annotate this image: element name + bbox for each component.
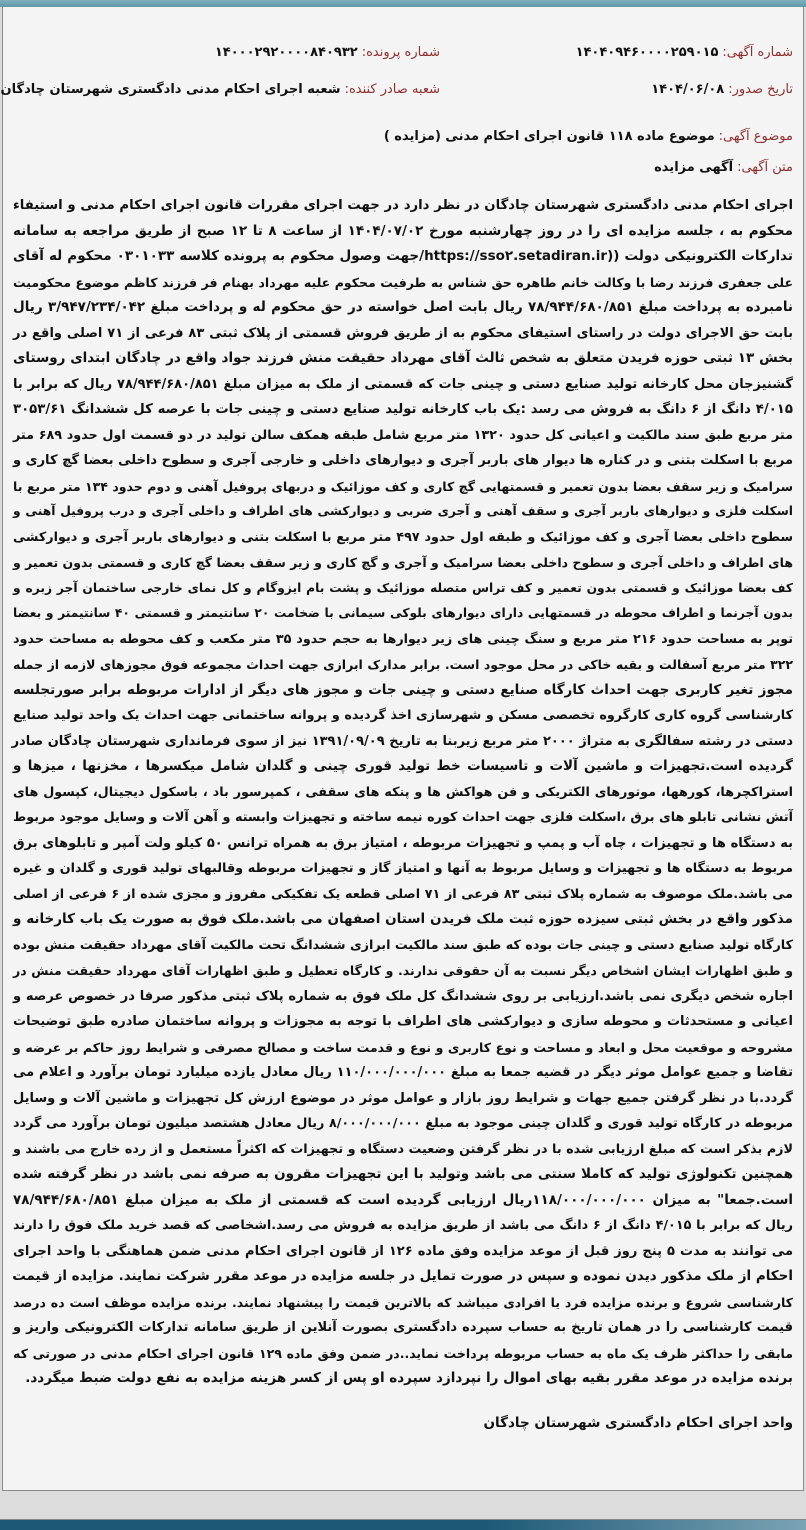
taskbar [0, 1519, 806, 1530]
notice-body [13, 193, 793, 1392]
body-line: توپر به مساحت حدود ۲۱۶ متر مربع و سنگ چینی های زیر دیوارها به حجم حدود ۳۵ متر مکعب و کف محوطه به مساحت حدود [13, 631, 793, 647]
body-line: لازم بذکر است که مبلغ ارزیابی شده با در نظر گرفتن وضعیت دستگاه و تجهیزات که اکثراً مستعمل و از رده خارج می باشند و [13, 1141, 793, 1157]
body-line: همچنین تکنولوژی تولید که کاملا سنتی می باشد وتولید با این تجهیزات مقرون به صرفه نمی باشد در نظر گرفته شده [13, 1166, 793, 1182]
body-line: گشنیزجان محل کارخانه تولید صنایع دستی و چینی جات که قسمتی از ملک به میزان مبلغ ۷۸/۹۴۴/۶۸۰/۸۵۱ ریال که برابر با [13, 376, 793, 392]
body-line: اجرای احکام مدنی دادگستری شهرستان چادگان در نظر دارد در جهت اجرای مقررات قانون اجرای احکام مدنی و استیفاء [13, 198, 793, 213]
notice-number-label: شماره آگهی: [722, 45, 793, 60]
notice-text-field [654, 160, 793, 175]
body-line: می باشد.ملک موصوف به شماره پلاک ثبتی ۸۳ فرعی از ۷۱ اصلی قطعه یک تفکیکی مفروز و مجزی شده از ۶ فرعی از اصلی [13, 886, 794, 902]
notice-text-title: آگهی مزایده [654, 160, 734, 175]
notice-number-field [576, 45, 793, 60]
subject: موضوع ماده ۱۱۸ قانون اجرای احکام مدنی (مزایده ) [383, 129, 715, 144]
issuer-label: شعبه صادر کننده: [344, 82, 440, 97]
body-line: مابقی را حداکثر ظرف یک ماه به حساب مربوطه پرداخت نماید..در ضمن وفق ماده ۱۲۹ قانون اجرای احکام مدنی در صورتی که [13, 1345, 793, 1361]
body-line: علی جعفری فرزند رضا با وکالت خانم طاهره حق شناس به طرفیت محکوم علیه مهرداد بهنام فر فرزند کاظم موضوع محکومیت [13, 274, 793, 290]
body-line: کارشناسی شروع و برنده مزایده فرد یا افرادی میباشد که بالاترین قیمت را پیشنهاد نمایند. برنده مزایده موظف است ده درصد [13, 1294, 793, 1310]
body-line: اسکلت فلزی و دیوارهای باربر آجری و سقف آهنی و آجری ضربی و دیوارکشی های اطراف و داخلی آجری و درب پروفیل آهنی و [13, 504, 793, 518]
body-line: بابت حق الاجرای دولت در راستای استیفای محکوم به از طریق فروش قسمتی از پلاک ثبتی ۸۳ فرعی از ۷۱ اصلی واقع در [13, 325, 794, 341]
body-line: های اطراف و داخلی آجری و سطوح داخلی بعضا سرامیک و آجری و گچ کاری و زیر سقف بعضا گچ کاری و قسمتی بدون تعمیر و [13, 555, 793, 570]
case-number-label: شماره پرونده: [361, 45, 440, 60]
body-line: مجوز تغیر کاربری جهت احداث کارگاه صنایع دستی و چینی جات و مجوز های دیگر از ادارات مربوطه برابر صورتجلسه [13, 681, 793, 698]
body-line: تقاضا و جمیع عوامل موثر دیگر در قضیه جمعا به مبلغ ۱۱۰/۰۰۰/۰۰۰/۰۰۰ ریال معادل یازده میلیارد تومان برآورد و اعلام می [13, 1065, 794, 1080]
body-line: مذکور واقع در بخش ثبتی سیزده حوزه ثبت ملک فریدن استان اصفهان می باشد.ملک فوق به صورت یک باب کارخانه و [13, 911, 793, 927]
body-line: است.جمعا" به میزان ۱۱۸/۰۰۰/۰۰۰/۰۰۰ریال ارزیابی گردیده است که قسمتی از ملک به میزان مبلغ ۷۸/۹۴۴/۶۸۰/۸۵۱ [13, 1191, 793, 1208]
issuer-field [1, 82, 440, 97]
notice-text-label: متن آگهی: [737, 160, 793, 175]
notice-panel [2, 7, 804, 1491]
body-line: ریال که برابر با ۴/۰۱۵ دانگ از ۶ دانگ می باشد از طریق مزایده به فروش می رسد.اشخاصی که قصد خرید ملک فوق را دارند [13, 1218, 793, 1233]
signature: واحد اجرای احکام دادگستری شهرستان چادگان [483, 1415, 793, 1431]
notice-number: ۱۴۰۴۰۹۴۶۰۰۰۰۲۵۹۰۱۵ [575, 45, 719, 60]
body-line: بخش ۱۳ ثبتی حوزه فریدن متعلق به شخص ثالث آقای مهرداد حقیقت منش فرزند جواد واقع در چادگان ابتدای روستای [13, 350, 793, 366]
body-line: دستی در رشته سفالگری به متراژ ۲۰۰۰ متر مربع زیربنا به تاریخ ۱۳۹۱/۰۹/۰۹ نیز از سوی فرمانداری شهرستان چادگان صادر [11, 733, 793, 749]
body-line: احکام از ملک مذکور دیدن نموده و سپس در صورت تمایل در جلسه مزایده در موعد مقرر شرکت نمایند. مزایده از قیمت [12, 1268, 793, 1284]
body-line: بدون آجرنما و اطراف محوطه در قسمتهایی دارای دیوارهای بلوکی سیمانی با ضخامت ۲۰ سانتیمتر و قسمتی ۴۰ سانتیمتر و بعضا [13, 606, 793, 620]
issue-date-label: تاریخ صدور: [728, 82, 793, 97]
body-line: اجاره شخص دیگری نمی باشد.ارزیابی بر روی ششدانگ کل ملک فوق به شماره پلاک ثبتی مذکور صرفا در خصوص عرصه و [13, 988, 793, 1004]
issue-date: ۱۴۰۴/۰۶/۰۸ [651, 82, 725, 97]
body-line: کارشناسی گروه کاری کارگروه تخصصی مسکن و شهرسازی اخذ گردیده و پروانه ساختمانی جهت احداث یک واحد تولید صنایع [13, 708, 793, 723]
body-line: تدارکات الکترونیکی دولت ((https://sso۲.setadiran.ir/جهت وصول محکوم به پرونده کلاسه ۰۳۰۱۰۳۳ محکوم له آقای [13, 248, 794, 264]
body-line: ۴/۰۱۵ دانگ از ۶ دانگ به فروش می رسد :یک باب کارخانه تولید صنایع دستی و چینی جات با عرصه کل ششدانگ ۳۰۵۳/۶۱ [13, 402, 793, 417]
body-line: گردد.با در نظر گرفتن جمیع جهات و شرایط روز بازار و عوامل موثر در موضوع ارزش کل تجهیزات و ماشین آلات و وسایل [13, 1090, 793, 1106]
body-line: سطوح داخلی بعضا آجری و کف موزائیک و طبقه اول حدود ۴۹۷ متر مربع با اسکلت بتنی و دیوارهای باربر آجری و دیوارکشی [13, 529, 793, 545]
body-line: می توانند به مدت ۵ پنج روز قبل از موعد مزایده وفق ماده ۱۲۶ از قانون اجرای احکام مدنی ضمن هماهنگی با واحد اجرای [13, 1243, 793, 1259]
body-line: استراکچرها، کورهها، موتورهای الکتریکی و فن هواکش ها و پنکه های سقفی ، کمپرسور باد ، باسکول دیجیتال، کپسول های [13, 784, 793, 800]
body-line: نامبرده به پرداخت مبلغ ۷۸/۹۴۴/۶۸۰/۸۵۱ ریال بابت اصل خواسته در حق محکوم له و پرداخت مبلغ ۳/۹۴۷/۲۳۴/۰۴۲ ریال [13, 299, 793, 315]
issue-date-field [651, 82, 793, 97]
body-line: مربع با اسکلت بتنی و در کناره ها دیوار های باربر آجری و دیوارهای داخلی و خارجی آجری و سطوح داخلی بعضا گچ کاری و [13, 453, 793, 468]
body-line: آتش نشانی تابلو های برق ،اسکلت فلزی جهت احداث کوره نیمه ساخته و تجهیزات وابسته و آهن آلات و وسایل موجود مربوط [13, 810, 793, 825]
body-line: به دستگاه ها و تجهیزات ، چاه آب و پمپ و تجهیزات مربوطه ، امتیاز برق به همراه ترانس ۵۰ کیلو ولت آمپر و تابلوهای برق [13, 835, 793, 851]
body-line: قیمت کارشناسی را در همان تاریخ به حساب سپرده دادگستری بصورت آنلاین از طریق سامانه تدارکات الکترونیکی واریز و [13, 1320, 793, 1335]
body-line: مربوط به دستگاه ها و تجهیزات و وسایل مربوط به آنها و امتیاز گاز و تجهیزات مربوطه وقالبهای تولید قوری و گلدان و غیره [13, 861, 793, 876]
body-line: برنده مزایده در موعد مقرر بقیه بهای اموال را نپردازد سپرده او پس از کسر هزینه مزایده به نفع دولت ضبط میگردد. [25, 1370, 793, 1386]
body-line: مربوطه در کارگاه تولید قوری و گلدان چینی موجود به مبلغ ۸/۰۰۰/۰۰۰/۰۰۰ ریال معادل هشتصد میلیون تومان برآورد می گردد [13, 1116, 794, 1131]
body-line: سرامیک و زیر سقف بعضا بدون تعمیر و قسمتهایی گچ کاری و کف موزائیک و دربهای پروفیل آهنی و دوم حدود ۱۳۴ متر مربع با [13, 478, 793, 494]
body-line: اعیانی و مستحدثات و محوطه سازی و دیوارکشی های اطراف با توجه به مجوزات و پروانه ساختمان صادره طبق توضیحات [13, 1014, 793, 1029]
body-line: محکوم به ، جلسه مزایده ای را در روز چهارشنبه مورخ ۱۴۰۴/۰۷/۰۲ از ساعت ۸ تا ۱۲ صبح از طریق مراجعه به سامانه [13, 222, 793, 239]
window-title-bar [0, 0, 806, 7]
body-line: ۳۲۲ متر مربع آسفالت و بقیه خاکی در محل موجود است. برابر مدارک ابرازی جهت احداث مجموعه فوق مجوزهای لازمه از جمله [13, 657, 793, 672]
subject-label: موضوع آگهی: [718, 129, 793, 144]
case-number-field [215, 45, 440, 60]
body-line: و طبق اظهارات ایشان اشخاص دیگر نسبت به آن حقوقی ندارند. و کارگاه تعطیل و طبق اظهارات آقای مهرداد حقیقت منش در [13, 963, 793, 978]
body-line: گردیده است.تجهیزات و ماشین آلات و تاسیسات خط تولید قوری چینی و گلدان شامل میکسرها ، مخزنها ، میزها و [13, 758, 793, 774]
case-number: ۱۴۰۰۰۲۹۲۰۰۰۰۸۴۰۹۳۲ [214, 45, 358, 60]
body-line: کف بعضا موزائیک و قسمتی بدون تعمیر و کف تراس متصله موزائیک و پشت بام ایزوگام و کل نمای خارجی ساختمان آجر زبره و [13, 580, 793, 595]
body-line: کارگاه تولید صنایع دستی و چینی جات بوده که طبق سند مالکیت ابرازی ششدانگ تحت مالکیت آقای مهرداد حقیقت منش بوده [13, 937, 793, 953]
body-line: متر مربع طبق سند مالکیت و اعیانی کل حدود ۱۳۲۰ متر مربع شامل طبقه همکف سالن تولید در دو قسمت اول حدود ۶۸۹ متر [13, 427, 793, 443]
body-line: مشروحه و موقعیت محل و ابعاد و مساحت و نوع کاربری و نوع و قدمت ساخت و مصالح مصرفی و شرایط روز حاکم بر عرضه و [13, 1039, 793, 1055]
subject-field [384, 129, 793, 144]
issuer: شعبه اجرای احکام مدنی دادگستری شهرستان چادگان [0, 82, 341, 97]
